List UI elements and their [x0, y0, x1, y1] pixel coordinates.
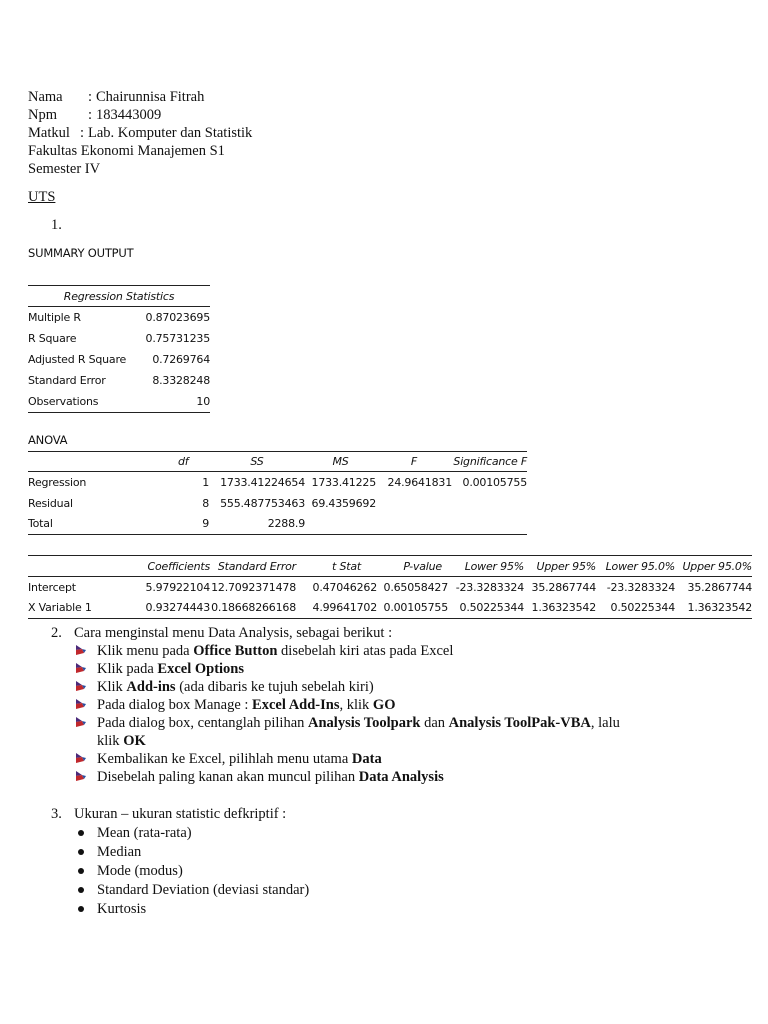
table-row	[28, 472, 527, 493]
coef-cell: 0.18668266168	[210, 598, 296, 619]
table-row	[28, 391, 210, 413]
anova-cell: 1	[202, 475, 209, 489]
stat-value: 0.87023695	[145, 311, 210, 324]
coef-header: Standard Error	[210, 556, 296, 577]
matkul-line	[28, 124, 252, 142]
stat-value: 8.3328248	[152, 374, 210, 387]
anova-cell: 0.00105755	[462, 475, 527, 489]
anova-header-significance: Significance F	[452, 452, 527, 472]
coef-cell: 0.47046262	[312, 580, 377, 594]
question-3-number: 3.	[51, 806, 62, 822]
anova-cell: 2288.9	[209, 514, 305, 535]
anova-cell: 1733.41224654	[220, 475, 305, 489]
dot-bullet-icon	[78, 830, 84, 836]
coef-cell: 1.36323542	[675, 598, 752, 619]
question-1-number: 1.	[51, 217, 62, 233]
anova-header-ss: SS	[209, 452, 305, 472]
table-row	[28, 328, 210, 349]
dot-bullet-icon	[78, 849, 84, 855]
table-row	[28, 349, 210, 370]
npm-label: Npm	[28, 107, 57, 123]
table-row	[28, 598, 752, 619]
summary-output-title: SUMMARY OUTPUT	[28, 246, 134, 260]
coef-cell: 0.50225344	[596, 598, 675, 619]
stat-value: 0.7269764	[152, 353, 210, 366]
arrow-bullet-icon	[74, 716, 88, 734]
dot-bullet-icon	[78, 906, 84, 912]
anova-header-f: F	[376, 452, 452, 472]
coef-header: t Stat	[296, 556, 377, 577]
coef-cell: 0.00105755	[377, 598, 448, 619]
anova-cell: 69.4359692	[311, 496, 376, 510]
stat-label: Standard Error	[28, 374, 106, 387]
anova-title: ANOVA	[28, 433, 68, 447]
table-row	[28, 307, 210, 329]
anova-row-label: Total	[28, 514, 178, 535]
npm-value: 183443009	[96, 107, 162, 123]
list-item-text: Pada dialog box, centanglah pilihan Analysis Toolpark dan Analysis ToolPak-VBA, lalu	[97, 715, 620, 731]
stat-label: R Square	[28, 332, 77, 345]
stat-label: Adjusted R Square	[28, 353, 127, 366]
coef-row-label: X Variable 1	[28, 598, 138, 619]
coef-header: Coefficients	[138, 556, 210, 577]
coef-header: P-value	[377, 556, 448, 577]
coef-cell: -23.3283324	[606, 580, 675, 594]
arrow-bullet-icon	[74, 698, 88, 716]
coef-cell: 5.97922104	[145, 580, 210, 594]
list-item-text: Kembalikan ke Excel, pilihlah menu utama Data	[97, 751, 382, 767]
anova-cell	[376, 493, 452, 514]
coef-header: Upper 95%	[524, 556, 596, 577]
arrow-bullet-icon	[74, 770, 88, 788]
stat-label: Multiple R	[28, 311, 81, 324]
list-item-text: Mode (modus)	[97, 863, 183, 879]
coef-cell: 0.65058427	[383, 580, 448, 594]
npm-line	[28, 106, 161, 124]
stat-value: 10	[138, 391, 210, 413]
table-row	[28, 370, 210, 391]
coef-cell: 0.93274443	[138, 598, 210, 619]
list-item-text: Median	[97, 844, 142, 860]
list-item-text: Kurtosis	[97, 901, 147, 917]
colon: :	[88, 107, 93, 123]
anova-header-ms: MS	[305, 452, 376, 472]
regression-statistics-table	[28, 285, 210, 413]
dot-bullet-icon	[78, 887, 84, 893]
anova-row-label: Regression	[28, 475, 87, 489]
anova-cell	[305, 514, 376, 535]
anova-cell: 9	[178, 514, 209, 535]
anova-table	[28, 451, 527, 535]
list-item-continuation: klik OK	[97, 733, 146, 749]
coef-cell: 1.36323542	[524, 598, 596, 619]
list-item-text: Klik Add-ins (ada dibaris ke tujuh sebelah kiri)	[97, 679, 374, 695]
nama-label: Nama	[28, 89, 63, 105]
stat-value: 0.75731235	[145, 332, 210, 345]
anova-header-df: df	[178, 452, 209, 472]
anova-cell	[376, 514, 452, 535]
arrow-bullet-icon	[74, 752, 88, 770]
anova-cell: 24.9641831	[387, 475, 452, 489]
anova-cell	[452, 493, 527, 514]
nama-line	[28, 88, 204, 106]
matkul-label: Matkul	[28, 125, 70, 141]
anova-row-label: Residual	[28, 496, 73, 510]
arrow-bullet-icon	[74, 662, 88, 680]
list-item-text: Standard Deviation (deviasi standar)	[97, 882, 310, 898]
coef-cell: -23.3283324	[455, 580, 524, 594]
table-row	[28, 514, 527, 535]
coef-header: Upper 95.0%	[675, 556, 752, 577]
semester-line: Semester IV	[28, 161, 101, 177]
stat-label: Observations	[28, 391, 138, 413]
coef-cell: 0.50225344	[448, 598, 524, 619]
dot-bullet-icon	[78, 868, 84, 874]
question-3-intro: Ukuran – ukuran statistic defkriptif :	[74, 806, 287, 822]
coef-cell: 35.2867744	[531, 580, 596, 594]
arrow-bullet-icon	[74, 644, 88, 662]
list-item-text: Klik menu pada Office Button disebelah kiri atas pada Excel	[97, 643, 454, 659]
anova-cell: 1733.41225	[311, 475, 376, 489]
coef-row-label: Intercept	[28, 580, 76, 594]
regression-statistics-header: Regression Statistics	[28, 286, 210, 307]
anova-cell: 8	[202, 496, 209, 510]
anova-cell: 555.487753463	[220, 496, 305, 510]
question-2-number: 2.	[51, 625, 62, 641]
colon: :	[80, 125, 85, 141]
coef-cell: 35.2867744	[687, 580, 752, 594]
anova-cell	[452, 514, 527, 535]
coefficients-table	[28, 555, 752, 619]
table-row	[28, 493, 527, 514]
table-row	[28, 577, 752, 598]
matkul-value: Lab. Komputer dan Statistik	[88, 125, 253, 141]
list-item-text: Mean (rata-rata)	[97, 825, 192, 841]
coef-cell: 12.7092371478	[211, 580, 296, 594]
coef-header: Lower 95.0%	[596, 556, 675, 577]
coef-cell: 4.99641702	[296, 598, 377, 619]
coef-header: Lower 95%	[448, 556, 524, 577]
list-item-text: Pada dialog box Manage : Excel Add-Ins, klik GO	[97, 697, 396, 713]
uts-title: UTS	[28, 189, 56, 205]
colon: :	[88, 89, 93, 105]
list-item-text: Disebelah paling kanan akan muncul pilihan Data Analysis	[97, 769, 444, 785]
nama-value: Chairunnisa Fitrah	[96, 89, 205, 105]
list-item-text: Klik pada Excel Options	[97, 661, 245, 677]
fakultas-line: Fakultas Ekonomi Manajemen S1	[28, 143, 225, 159]
question-2-intro: Cara menginstal menu Data Analysis, sebagai berikut :	[74, 625, 393, 641]
arrow-bullet-icon	[74, 680, 88, 698]
